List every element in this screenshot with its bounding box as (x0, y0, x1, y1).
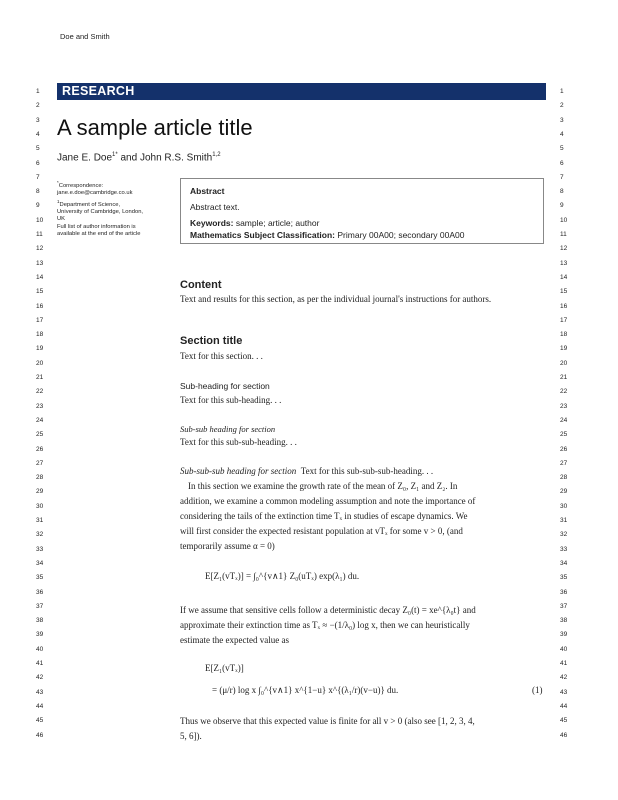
equation-2-number: (1) (532, 685, 543, 695)
line-number: 45 (36, 717, 44, 725)
line-number: 37 (36, 602, 44, 610)
line-number: 39 (560, 631, 568, 639)
para1-line-3: considering the tails of the extinction time Tₓ in studies of escape dynamics. We (180, 511, 468, 521)
abstract-heading: Abstract (190, 186, 225, 196)
line-number: 24 (36, 416, 44, 424)
subsubsub-heading: Sub-sub-sub heading for section (180, 466, 297, 476)
affil-line-3: UK (57, 216, 66, 223)
subsub-heading: Sub-sub heading for section (180, 424, 276, 434)
line-number: 25 (36, 431, 44, 439)
line-number: 39 (36, 631, 44, 639)
line-number: 6 (560, 159, 564, 167)
line-number: 40 (560, 645, 568, 653)
line-number: 46 (36, 731, 44, 739)
line-number: 3 (560, 116, 564, 124)
line-number: 11 (560, 231, 567, 238)
subheading-text: Text for this sub-heading. . . (180, 395, 282, 405)
line-number: 42 (36, 674, 44, 682)
line-number: 14 (36, 273, 44, 281)
line-number: 43 (560, 688, 568, 696)
line-number: 23 (36, 402, 44, 410)
line-number: 28 (560, 474, 568, 482)
line-number: 35 (36, 574, 44, 582)
line-number: 25 (560, 431, 568, 439)
para1-line-2: addition, we examine a common modeling assumption and note the importance of (180, 496, 476, 506)
line-number: 17 (36, 316, 44, 324)
article-title: A sample article title (57, 115, 253, 140)
line-number: 34 (36, 559, 44, 567)
section-banner (57, 83, 546, 100)
line-number: 12 (36, 245, 44, 253)
line-number: 27 (36, 459, 44, 467)
line-number: 13 (36, 259, 44, 267)
line-number: 21 (36, 374, 44, 381)
line-number: 10 (560, 216, 568, 224)
para3-line-2: 5, 6]). (180, 731, 202, 741)
line-number: 3 (36, 116, 40, 124)
line-number: 12 (560, 245, 568, 253)
running-head: Doe and Smith (60, 32, 110, 41)
line-number: 22 (560, 388, 568, 396)
para2-line-3: estimate the expected value as (180, 635, 289, 645)
equation-2-line-2: = (μ/r) log x ∫₀^{v∧1} x^{1−u} x^{(λ₁/r)(v−u)} du. (212, 685, 399, 695)
line-number: 30 (36, 502, 44, 510)
line-number: 28 (36, 474, 44, 482)
line-number: 40 (36, 645, 44, 653)
line-number: 16 (560, 302, 568, 310)
abstract-box (180, 178, 544, 244)
line-number: 18 (560, 331, 568, 339)
keywords: Keywords: sample; article; author (190, 218, 320, 228)
corr-email[interactable]: jane.e.doe@cambridge.co.uk (57, 190, 133, 197)
para2-line-2: approximate their extinction time as Tₓ ≈ −(1/λ₀) log x, then we can heuristically (180, 620, 470, 630)
line-number: 9 (36, 202, 40, 210)
line-number: 11 (36, 231, 43, 238)
line-number: 13 (560, 259, 568, 267)
line-number: 18 (36, 331, 44, 339)
line-number: 34 (560, 559, 568, 567)
line-number: 24 (560, 416, 568, 424)
line-number: 33 (36, 545, 44, 553)
full-list-line-2: available at the end of the article (57, 231, 141, 238)
line-number: 37 (560, 602, 568, 610)
line-number: 36 (36, 588, 44, 596)
content-text: Text and results for this section, as per the individual journal's instructions for authors. (180, 294, 492, 304)
line-number: 9 (560, 202, 564, 210)
author-1-affil: 1* (112, 152, 118, 158)
line-number: 27 (560, 459, 568, 467)
section-text: Text for this section. . . (180, 351, 263, 361)
line-number: 35 (560, 574, 568, 582)
subsub-text: Text for this sub-sub-heading. . . (180, 437, 297, 447)
line-number: 19 (36, 345, 44, 353)
line-number: 45 (560, 717, 568, 725)
line-number: 42 (560, 674, 568, 682)
line-number: 31 (36, 517, 44, 524)
line-number: 33 (560, 545, 568, 553)
para1-line-5: temporarily assume α = 0) (180, 541, 275, 551)
line-number: 1 (560, 88, 564, 95)
line-number: 41 (36, 660, 44, 667)
para1-line-4: will first consider the expected resistant population at vTₓ for some v > 0, (and (180, 526, 463, 536)
line-number: 31 (560, 517, 568, 524)
affil-line-2: University of Cambridge, London, (57, 209, 144, 216)
line-number: 32 (36, 531, 44, 539)
line-number: 14 (560, 273, 568, 281)
abstract-text: Abstract text. (190, 202, 240, 212)
line-number: 38 (560, 617, 568, 625)
line-number: 29 (560, 488, 568, 496)
line-number: 10 (36, 216, 44, 224)
line-number: 43 (36, 688, 44, 696)
line-number: 5 (560, 145, 564, 153)
line-number: 15 (560, 288, 568, 296)
line-number: 4 (36, 130, 40, 138)
line-number: 30 (560, 502, 568, 510)
line-number: 17 (560, 316, 568, 324)
line-number: 8 (560, 188, 564, 196)
subsubsub-row (180, 466, 433, 476)
full-list-line-1: Full list of author information is (57, 223, 136, 230)
line-number: 7 (560, 173, 564, 181)
line-number: 19 (560, 345, 568, 353)
author-list (57, 152, 221, 163)
line-number: 44 (36, 702, 44, 710)
line-number: 5 (36, 145, 40, 153)
line-number: 20 (36, 359, 44, 367)
line-number: 21 (560, 374, 568, 381)
line-number: 23 (560, 402, 568, 410)
para2-line-1: If we assume that sensitive cells follow a deterministic decay Z₀(t) = xe^{λ₀t} and (180, 605, 476, 615)
msc: Mathematics Subject Classification: Primary 00A00; secondary 00A00 (190, 230, 465, 240)
line-number: 46 (560, 731, 568, 739)
line-number: 8 (36, 188, 40, 196)
line-number: 38 (36, 617, 44, 625)
para3-line-1: Thus we observe that this expected value is finite for all v > 0 (also see [1, 2, 3, 4, (180, 716, 475, 726)
author-2: and John R.S. Smith (117, 152, 213, 164)
author-2-affil: 1,2 (212, 152, 221, 158)
line-number: 44 (560, 702, 568, 710)
section-title: Section title (180, 335, 243, 347)
line-number: 26 (36, 445, 44, 453)
subheading: Sub-heading for section (180, 381, 270, 391)
banner-label: RESEARCH (62, 84, 135, 98)
author-1: Jane E. Doe (57, 152, 113, 164)
corr-label: Correspondence: (58, 182, 104, 189)
line-number: 4 (560, 130, 564, 138)
content-heading: Content (180, 279, 222, 291)
line-number: 26 (560, 445, 568, 453)
line-number: 15 (36, 288, 44, 296)
line-number: 29 (36, 488, 44, 496)
line-number: 32 (560, 531, 568, 539)
line-number: 41 (560, 660, 568, 667)
line-number: 36 (560, 588, 568, 596)
line-number: 7 (36, 173, 40, 181)
para1-line-1: In this section we examine the growth rate of the mean of Z₀, Z₁ and Z₂. In (188, 481, 458, 491)
equation-2-line-1: E[Z₁(vTₓ)] (205, 663, 244, 673)
line-number: 2 (560, 102, 564, 110)
line-number: 1 (36, 88, 40, 95)
subsubsub-text: Text for this sub-sub-sub-heading. . . (300, 466, 434, 476)
line-number: 2 (36, 102, 40, 110)
sidebar-correspondence: *Correspondence: jane.e.doe@cambridge.co.uk $^1$Department of Science, University of Cambridge, London, UK Full list of author information is available at the end of the article (57, 179, 169, 239)
line-number: 16 (36, 302, 44, 310)
line-number: 20 (560, 359, 568, 367)
equation-1: E[Z₁(vTₓ)] = ∫₀^{v∧1} Z₀(uTₓ) exp(λ₁) du. (205, 571, 360, 581)
line-number: 22 (36, 388, 44, 396)
line-number: 6 (36, 159, 40, 167)
affil-line-1: Department of Science, (59, 201, 121, 208)
